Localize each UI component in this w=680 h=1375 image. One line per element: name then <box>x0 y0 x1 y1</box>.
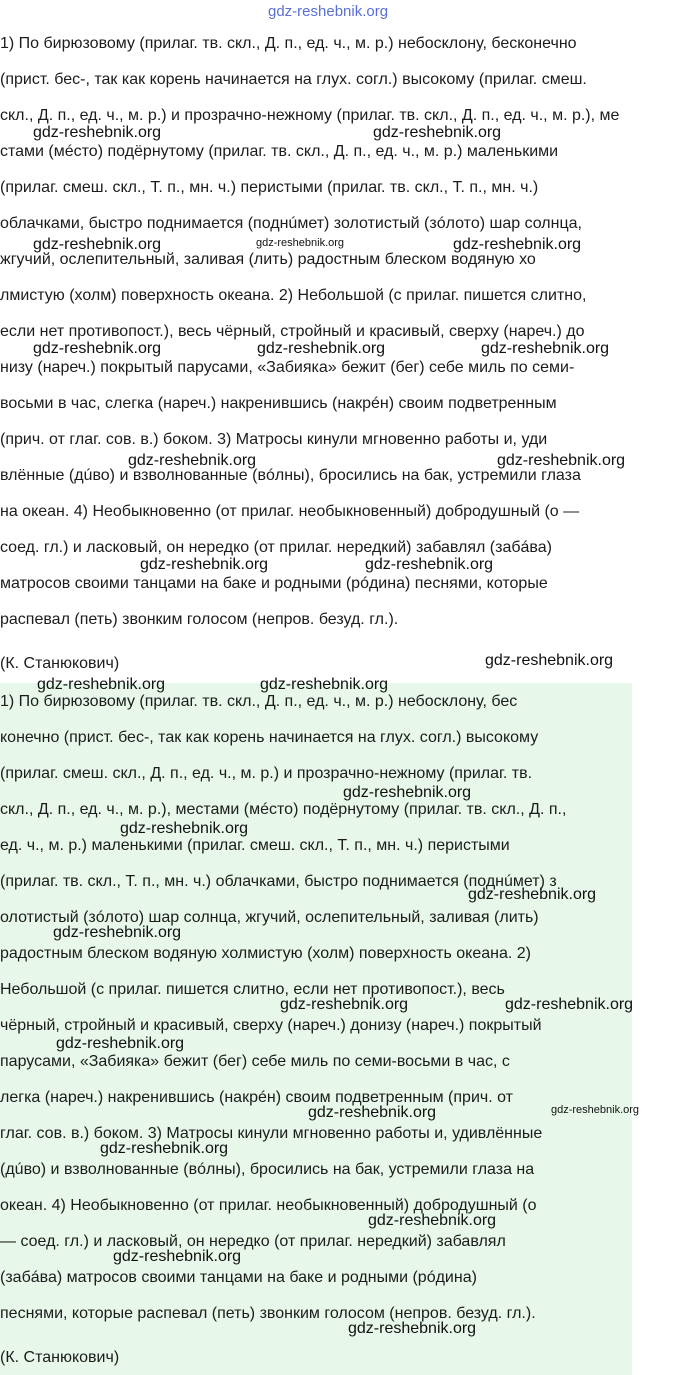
watermark: gdz-reshebnik.org <box>260 676 389 693</box>
watermark: gdz-reshebnik.org <box>100 1140 229 1157</box>
watermark: gdz-reshebnik.org <box>56 1035 185 1052</box>
watermark: gdz-reshebnik.org <box>348 1320 477 1337</box>
watermark: gdz-reshebnik.org <box>343 784 472 801</box>
text-line: (прилаг. тв. скл., Т. п., мн. ч.) облачками, быстро поднимается (поднúмет) з <box>0 873 557 890</box>
text-line: (забáва) матросов своими танцами на баке и родными (рóдина) <box>0 1269 477 1286</box>
author-line: (К. Станюкович) <box>0 655 120 672</box>
watermark: gdz-reshebnik.org <box>308 1104 437 1121</box>
watermark: gdz-reshebnik.org <box>551 1104 640 1116</box>
watermark: gdz-reshebnik.org <box>497 452 626 469</box>
watermark: gdz-reshebnik.org <box>37 676 166 693</box>
text-line: (дúво) и взволнованные (вóлны), бросились на бак, устремили глаза на <box>0 1161 535 1178</box>
text-line: (прилаг. смеш. скл., Д. п., ед. ч., м. р.) и прозрачно-нежному (прилаг. тв. <box>0 765 533 782</box>
text-line: влённые (дúво) и взволнованные (вóлны), бросились на бак, устремили глаза <box>0 467 581 484</box>
text-line: ед. ч., м. р.) маленькими (прилаг. смеш. скл., Т. п., мн. ч.) перистыми <box>0 837 510 854</box>
watermark: gdz-reshebnik.org <box>368 1212 497 1229</box>
watermark: gdz-reshebnik.org <box>128 452 257 469</box>
watermark: gdz-reshebnik.org <box>485 652 614 669</box>
watermark: gdz-reshebnik.org <box>120 820 249 837</box>
text-line: конечно (прист. бес-, так как корень начинается на глух. согл.) высокому <box>0 729 539 746</box>
text-line: чёрный, стройный и красивый, сверху (нареч.) донизу (нареч.) покрытый <box>0 1017 542 1034</box>
text-line: радостным блеском водяную холмистую (холм) поверхность океана. 2) <box>0 945 531 962</box>
text-line: стами (мéсто) подёрнутому (прилаг. тв. скл., Д. п., ед. ч., м. р.) маленькими <box>0 143 559 160</box>
watermark: gdz-reshebnik.org <box>468 886 597 903</box>
text-line: океан. 4) Необыкновенно (от прилаг. необыкновенный) добродушный (о <box>0 1197 537 1214</box>
text-line: песнями, которые распевал (петь) звонким голосом (непров. безуд. гл.). <box>0 1305 536 1322</box>
text-line: матросов своими танцами на баке и родными (рóдина) песнями, которые <box>0 575 548 592</box>
text-line: если нет противопост.), весь чёрный, стройный и красивый, сверху (нареч.) до <box>0 323 585 340</box>
watermark: gdz-reshebnik.org <box>481 340 610 357</box>
text-line: соед. гл.) и ласковый, он нередко (от прилаг. нередкий) забавлял (забáва) <box>0 539 552 556</box>
text-line: Небольшой (с прилаг. пишется слитно, если нет противопост.), весь <box>0 981 505 998</box>
watermark: gdz-reshebnik.org <box>505 996 634 1013</box>
text-line: легка (нареч.) накренившись (накрéн) своим подветренным (прич. от <box>0 1089 513 1106</box>
watermark: gdz-reshebnik.org <box>113 1248 242 1265</box>
text-line: на океан. 4) Необыкновенно (от прилаг. необыкновенный) добродушный (о — <box>0 503 580 520</box>
text-line: (прич. от глаг. сов. в.) боком. 3) Матросы кинули мгновенно работы и, уди <box>0 431 548 448</box>
watermark: gdz-reshebnik.org <box>53 924 182 941</box>
watermark: gdz-reshebnik.org <box>453 236 582 253</box>
watermark: gdz-reshebnik.org <box>33 340 162 357</box>
watermark: gdz-reshebnik.org <box>33 236 162 253</box>
text-line: олотистый (зóлото) шар солнца, жгучий, ослепительный, заливая (лить) <box>0 909 539 926</box>
watermark: gdz-reshebnik.org <box>373 124 502 141</box>
text-line: (прилаг. смеш. скл., Т. п., мн. ч.) перистыми (прилаг. тв. скл., Т. п., мн. ч.) <box>0 179 539 196</box>
text-line: парусами, «Забияка» бежит (бег) себе миль по семи-восьми в час, с <box>0 1053 510 1070</box>
text-line: скл., Д. п., ед. ч., м. р.), местами (мéсто) подёрнутому (прилаг. тв. скл., Д. п., <box>0 801 567 818</box>
watermark: gdz-reshebnik.org <box>365 556 494 573</box>
text-line: распевал (петь) звонким голосом (непров. безуд. гл.). <box>0 611 399 628</box>
watermark: gdz-reshebnik.org <box>280 996 409 1013</box>
text-line: 1) По бирюзовому (прилаг. тв. скл., Д. п., ед. ч., м. р.) небосклону, бесконечно <box>0 35 577 52</box>
text-line: (прист. бес-, так как корень начинается на глух. согл.) высокому (прилаг. смеш. <box>0 71 587 88</box>
site-watermark: gdz-reshebnik.org <box>268 3 389 20</box>
watermark: gdz-reshebnik.org <box>33 124 162 141</box>
author-line: (К. Станюкович) <box>0 1349 120 1366</box>
text-line: восьми в час, слегка (нареч.) накренившись (накрéн) своим подветренным <box>0 395 557 412</box>
text-line: лмистую (холм) поверхность океана. 2) Небольшой (с прилаг. пишется слитно, <box>0 287 587 304</box>
watermark: gdz-reshebnik.org <box>140 556 269 573</box>
watermark: gdz-reshebnik.org <box>257 340 386 357</box>
text-line: — соед. гл.) и ласковый, он нередко (от прилаг. нередкий) забавлял <box>0 1233 506 1250</box>
text-line: низу (нареч.) покрытый парусами, «Забияка» бежит (бег) себе миль по семи- <box>0 359 575 376</box>
watermark: gdz-reshebnik.org <box>256 237 345 249</box>
text-line: глаг. сов. в.) боком. 3) Матросы кинули мгновенно работы и, удивлённые <box>0 1125 543 1142</box>
text-line: жгучий, ослепительный, заливая (лить) радостным блеском водяную хо <box>0 251 536 268</box>
text-line: скл., Д. п., ед. ч., м. р.) и прозрачно-нежному (прилаг. тв. скл., Д. п., ед. ч., м. р.), ме <box>0 107 620 124</box>
text-line: облачками, быстро поднимается (поднúмет) золотистый (зóлото) шар солнца, <box>0 215 582 232</box>
text-line: 1) По бирюзовому (прилаг. тв. скл., Д. п., ед. ч., м. р.) небосклону, бес <box>0 693 518 710</box>
